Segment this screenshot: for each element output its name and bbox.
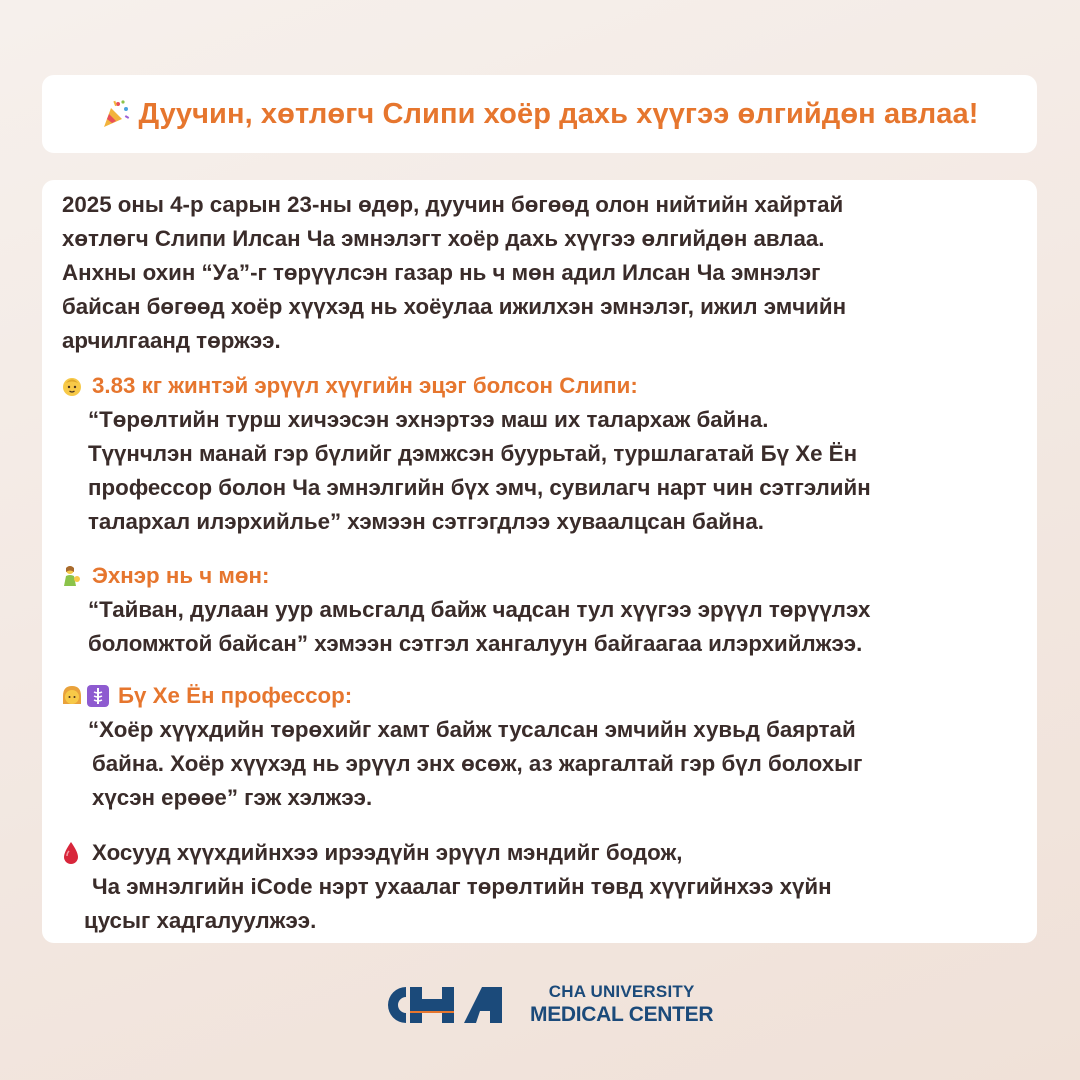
intro-line: байсан бөгөөд хоёр хүүхэд нь хоёулаа ижилхэн эмнэлэг, ижил эмчийн [62,294,847,319]
quote-line: Түүнчлэн манай гэр бүлийг дэмжсэн буурьтай, туршлагатай Бү Хе Ён [88,441,858,466]
quote-line: байна. Хоёр хүүхэд нь эрүүл энх өсөж, аз жаргалтай гэр бүл болохыг [92,751,863,776]
quote-line: хүсэн ерөөе” гэж хэлжээ. [92,785,373,810]
mother-feeding-baby-icon [60,564,84,588]
closing-line: цусыг хадгалуулжээ. [84,908,317,933]
closing-paragraph [60,836,832,938]
section-heading-professor [60,683,352,709]
intro-paragraph [62,188,846,358]
intro-line: арчилгаанд төржээ. [62,328,281,353]
quote-line: “Хоёр хүүхдийн төрөхийг хамт байж тусалсан эмчийн хувьд баяртай [88,717,856,742]
quote-line: боломжтой байсан” хэмээн сэтгэл хангалуун байгаагаа илэрхийлжээ. [88,631,863,656]
section-heading-text: Эхнэр нь ч мөн: [92,563,270,588]
intro-line: Анхны охин “Уа”-г төрүүлсэн газар нь ч мөн адил Илсан Ча эмнэлэг [62,260,821,285]
section-quote-wife [88,593,870,661]
quote-line: “Тайван, дулаан уур амьсгалд байж чадсан тул хүүгээ эрүүл төрүүлэх [88,597,871,622]
content-card [42,180,1037,943]
page-title [101,98,979,131]
closing-line: Хосууд хүүхдийнхээ ирээдүйн эрүүл мэндийг бодож, [92,840,683,865]
cha-logo-icon [380,985,510,1025]
closing-first-line [60,836,832,870]
brand-wordmark [530,982,713,1027]
blood-drop-icon [60,841,82,865]
baby-icon [60,374,84,398]
title-card [42,75,1037,153]
party-popper-icon [101,99,131,129]
brand-line-1: CHA UNIVERSITY [548,982,695,1001]
section-quote-professor [88,713,862,815]
intro-line: хөтлөгч Слипи Илсан Ча эмнэлэгт хоёр дахь хүүгээ өлгийдөн авлаа. [62,226,825,251]
quote-line: “Төрөлтийн турш хичээсэн эхнэртээ маш их талархаж байна. [88,407,769,432]
medical-symbol-icon [86,684,110,708]
intro-line: 2025 оны 4-р сарын 23-ны өдөр, дуучин бөгөөд олон нийтийн хайртай [62,192,844,217]
woman-icon [60,684,84,708]
section-quote-father [88,403,871,539]
section-heading-text: 3.83 кг жинтэй эрүүл хүүгийн эцэг болсон Слипи: [92,373,638,398]
section-heading-father [60,373,638,399]
section-heading-wife [60,563,269,589]
brand-line-2: MEDICAL CENTER [530,1003,714,1026]
title-text: Дуучин, хөтлөгч Слипи хоёр дахь хүүгээ өлгийдөн авлаа! [138,97,979,130]
quote-line: талархал илэрхийлье” хэмээн сэтгэгдлээ хуваалцсан байна. [88,509,764,534]
section-heading-text: Бү Хе Ён профессор: [118,683,353,708]
closing-line: Ча эмнэлгийн iCode нэрт ухаалаг төрөлтийн төвд хүүгийнхээ хүйн [92,874,832,899]
quote-line: профессор болон Ча эмнэлгийн бүх эмч, сувилагч нарт чин сэтгэлийн [88,475,871,500]
